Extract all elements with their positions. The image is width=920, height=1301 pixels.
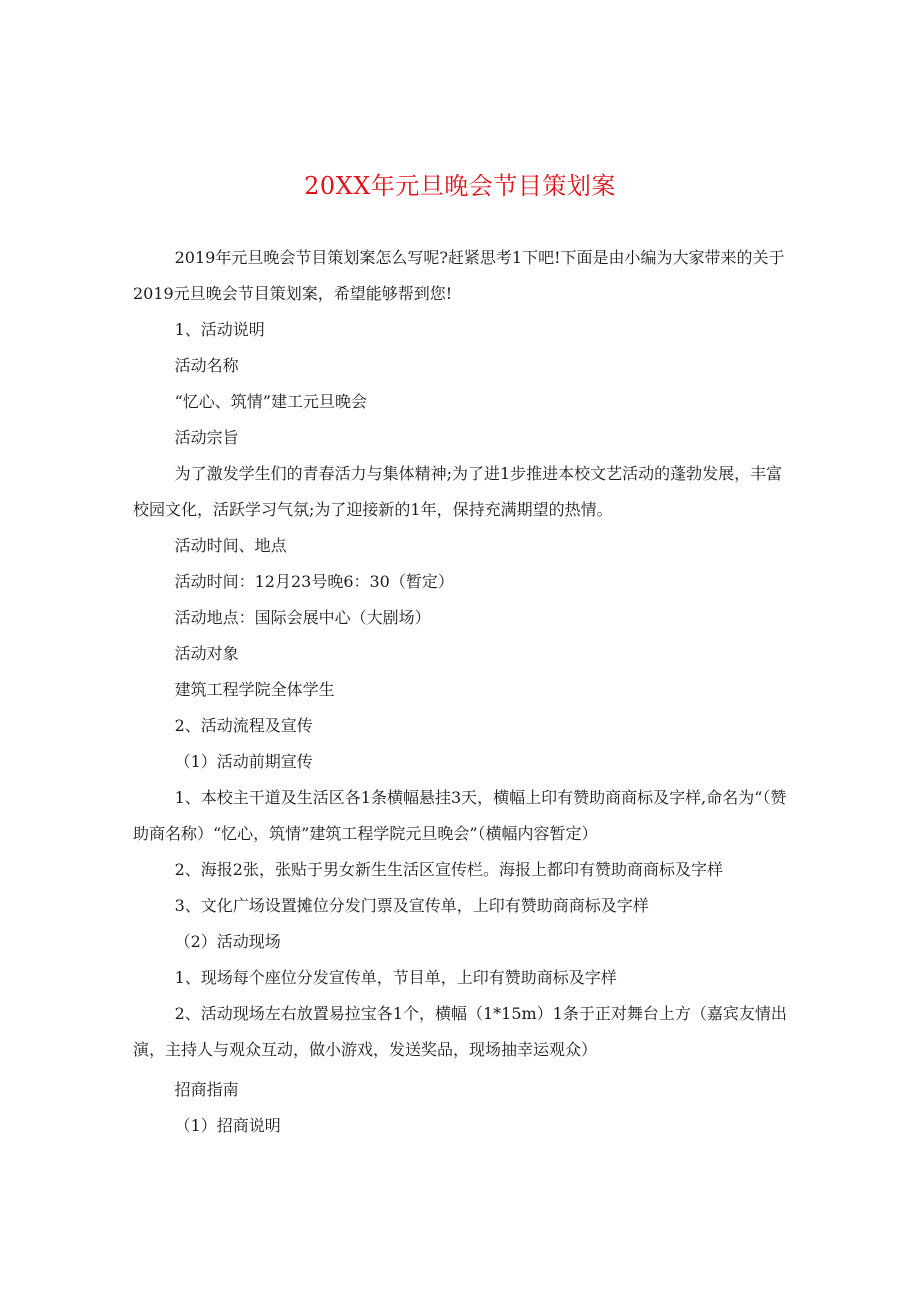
subsection-on-site: （2）活动现场 — [174, 932, 281, 951]
label-audience: 活动对象 — [174, 644, 239, 663]
document-title: 20XX年元旦晚会节目策划案 — [304, 172, 616, 200]
promotion-item-banner: 1、本校主干道及生活区各1条横幅悬挂3天，横幅上印有赞助商商标及字样,命名为“（赞助商名称）“忆心，筑情”建筑工程学院元旦晚会”（横幅内容暂定） — [133, 788, 787, 843]
activity-purpose-paragraph: 为了激发学生们的青春活力与集体精神;为了进1步推进本校文艺活动的蓬勃发展，丰富校园文化，活跃学习气氛;为了迎接新的1年，保持充满期望的热情。 — [133, 464, 783, 519]
subsection-pre-promotion: （1）活动前期宣传 — [174, 752, 313, 771]
label-sponsorship-guide: 招商指南 — [174, 1080, 239, 1099]
label-activity-purpose: 活动宗旨 — [174, 428, 239, 447]
on-site-item-flyers: 1、现场每个座位分发宣传单，节目单，上印有赞助商标及字样 — [174, 968, 617, 987]
label-activity-name: 活动名称 — [174, 356, 239, 375]
audience-value: 建筑工程学院全体学生 — [174, 680, 335, 699]
intro-paragraph: 2019年元旦晚会节目策划案怎么写呢?赶紧思考1下吧!下面是由小编为大家带来的关于2019元旦晚会节目策划案，希望能够帮到您! — [133, 248, 785, 303]
label-time-location: 活动时间、地点 — [174, 536, 287, 555]
activity-time: 活动时间：12月23号晚6：30（暂定） — [174, 572, 454, 591]
promotion-item-poster: 2、海报2张，张贴于男女新生生活区宣传栏。海报上都印有赞助商商标及字样 — [174, 860, 723, 879]
subsection-sponsorship-description: （1）招商说明 — [174, 1116, 281, 1135]
activity-name-value: “忆心、筑情”建工元旦晚会 — [174, 392, 367, 411]
section-heading-process-promotion: 2、活动流程及宣传 — [174, 716, 313, 735]
section-heading-activity-description: 1、活动说明 — [174, 320, 265, 339]
on-site-item-rollup: 2、活动现场左右放置易拉宝各1个，横幅（1*15m）1条于正对舞台上方（嘉宾友情出演，主持人与观众互动，做小游戏，发送奖品，现场抽幸运观众） — [133, 1004, 787, 1059]
document-body — [133, 240, 793, 1144]
promotion-item-booth: 3、文化广场设置摊位分发门票及宣传单，上印有赞助商商标及字样 — [174, 896, 649, 915]
activity-location: 活动地点：国际会展中心（大剧场） — [174, 608, 431, 627]
